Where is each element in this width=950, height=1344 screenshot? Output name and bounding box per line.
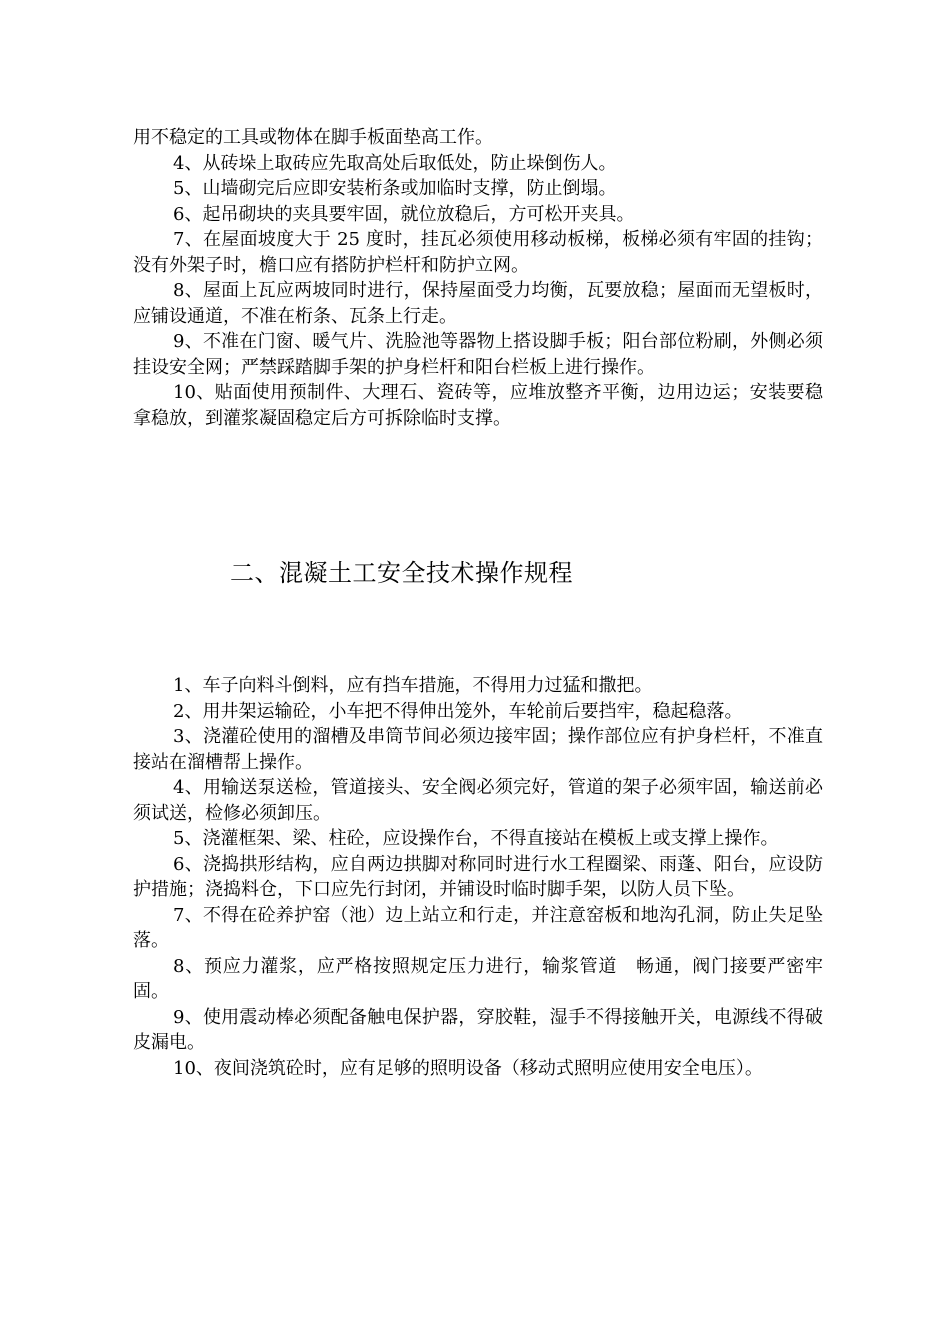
section-two-body <box>133 673 823 1081</box>
paragraph: 7、不得在砼养护窑（池）边上站立和行走，并注意窑板和地沟孔洞，防止失足坠落。 <box>133 904 823 951</box>
section-one-continuation <box>133 125 823 431</box>
paragraph: 2、用井架运输砼，小车把不得伸出笼外，车轮前后要挡牢，稳起稳落。 <box>173 700 743 722</box>
paragraph: 10、夜间浇筑砼时，应有足够的照明设备（移动式照明应使用安全电压）。 <box>173 1057 763 1079</box>
paragraph: 6、起吊砌块的夹具要牢固，就位放稳后，方可松开夹具。 <box>173 203 635 225</box>
paragraph: 3、浇灌砼使用的溜槽及串筒节间必须边接牢固；操作部位应有护身栏杆，不准直接站在溜槽帮上操作。 <box>133 726 823 773</box>
paragraph: 用不稳定的工具或物体在脚手板面垫高工作。 <box>133 127 493 148</box>
paragraph: 5、浇灌框架、梁、柱砼，应设操作台，不得直接站在模板上或支撑上操作。 <box>173 828 779 849</box>
paragraph: 8、屋面上瓦应两坡同时进行，保持屋面受力均衡，瓦要放稳；屋面而无望板时，应铺设通道，不准在桁条、瓦条上行走。 <box>133 280 823 327</box>
paragraph: 4、从砖垛上取砖应先取高处后取低处，防止垛倒伤人。 <box>173 152 617 174</box>
paragraph: 9、使用震动棒必须配备触电保护器，穿胶鞋，湿手不得接触开关，电源线不得破皮漏电。 <box>133 1006 823 1053</box>
paragraph: 5、山墙砌完后应即安装桁条或加临时支撑，防止倒塌。 <box>173 178 617 199</box>
paragraph: 4、用输送泵送检，管道接头、安全阀必须完好，管道的架子必须牢固，输送前必须试送，检修必须卸压。 <box>133 777 823 824</box>
paragraph: 7、在屋面坡度大于 25 度时，挂瓦必须使用移动板梯，板梯必须有牢固的挂钩；没有外架子时，檐口应有搭防护栏杆和防护立网。 <box>133 229 823 276</box>
paragraph: 9、不准在门窗、暖气片、洗脸池等器物上搭设脚手板；阳台部位粉刷，外侧必须挂设安全网；严禁踩踏脚手架的护身栏杆和阳台栏板上进行操作。 <box>133 331 823 378</box>
section-title: 二、混凝土工安全技术操作规程 <box>230 559 573 587</box>
paragraph: 1、车子向料斗倒料，应有挡车措施，不得用力过猛和撒把。 <box>173 675 653 696</box>
paragraph: 8、预应力灌浆，应严格按照规定压力进行，输浆管道 畅通，阀门接要严密牢固。 <box>133 955 823 1002</box>
paragraph: 10、贴面使用预制件、大理石、瓷砖等，应堆放整齐平衡，边用边运；安装要稳拿稳放，到灌浆凝固稳定后方可拆除临时支撑。 <box>133 382 823 429</box>
paragraph: 6、浇捣拱形结构，应自两边拱脚对称同时进行水工程圈梁、雨蓬、阳台，应设防护措施；浇捣料仓，下口应先行封闭，并铺设时临时脚手架，以防人员下坠。 <box>133 853 823 900</box>
